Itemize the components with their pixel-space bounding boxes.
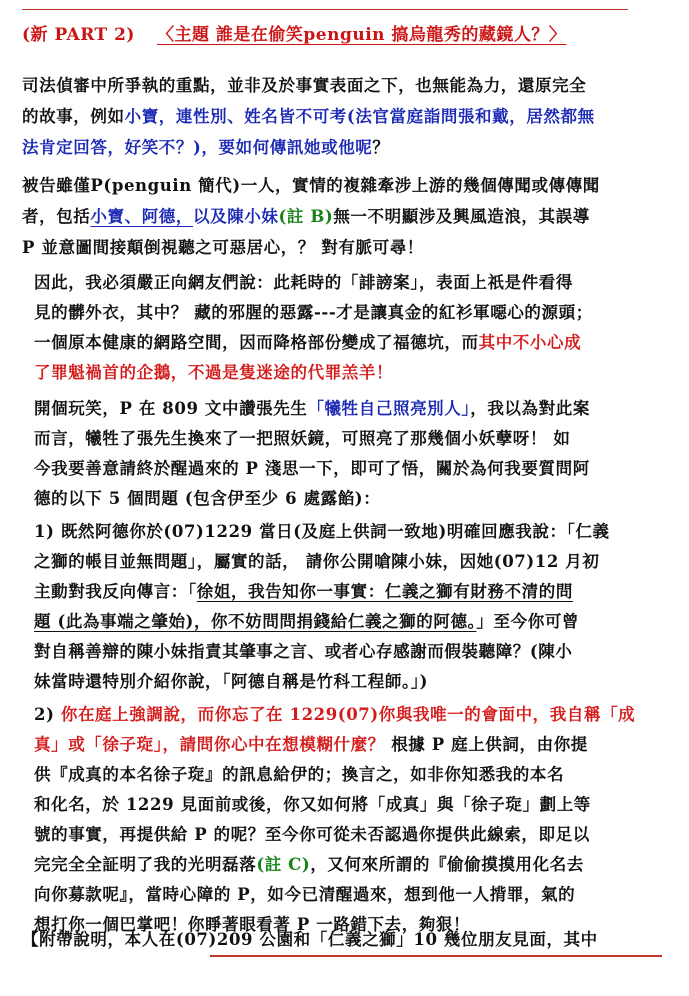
text-line: 的故事，例如小寶，連性別、姓名皆不可考(法官當庭詣問張和戴，居然都無	[22, 107, 595, 126]
text-line: 想打你一個巴掌吧！你睜著眼看著 P 一路錯下去，夠狠！	[34, 915, 471, 934]
text-line: 題 (此為事端之肇始)，你不妨問問捐錢給仁義之獅的阿德。」至今你可曾	[34, 612, 580, 631]
text-line: 者，包括小寶、阿德，以及陳小妹(註 B)無一不明顯涉及興風造浪，其誤導	[22, 207, 590, 226]
text-line: 主動對我反向傳言：「徐姐，我告知你一事實：仁義之獅有財務不清的問	[34, 582, 573, 601]
question-1	[34, 517, 670, 697]
text-line: 【附帶說明，本人在(07)209 公園和「仁義之獅」10 幾位朋友見面，其中	[22, 930, 598, 949]
underlined-quote: 徐姐，我告知你一事實：仁義之獅有財務不清的問	[196, 582, 573, 601]
paragraph-1	[22, 70, 672, 163]
paragraph-4	[34, 394, 670, 514]
text-line: 2) 你在庭上強調說，而你忘了在 1229(07)你與我唯一的會面中，我自稱「成	[34, 705, 636, 724]
text-line: 因此，我必須嚴正向網友們說：此耗時的「誹謗案」，表面上祇是件看得	[34, 273, 573, 292]
text-line: 今我要善意請終於醒過來的 P 淺思一下，即可了悟，關於為何我要質問阿	[34, 459, 590, 478]
text-line: 被告雖僅P(penguin 簡代)一人，實情的複雜牽涉上游的幾個傳聞或傳傳聞	[22, 176, 600, 195]
blue-underlined-text: 小寶、阿德，	[90, 207, 194, 226]
text-line: 和化名，於 1229 見面前或後，你又如何將「成真」與「徐子琁」劃上等	[34, 795, 591, 814]
text-line: 妹當時還特別介紹你說，「阿德自稱是竹科工程師。」)	[34, 672, 429, 691]
text-line: 完完全全証明了我的光明磊落(註 C)，又何來所謂的『偷偷摸摸用化名去	[34, 855, 584, 874]
text-line: 見的髒外衣，其中？ 藏的邪腥的惡露---才是讓真金的紅衫軍噁心的源頭；	[34, 303, 593, 322]
text-line: 一個原本健康的網路空間，因而降格部份變成了福德坑，而其中不小心成	[34, 333, 582, 352]
text-line: P 並意圖間接顛倒視聽之可惡居心，？ 對有脈可尋！	[22, 238, 424, 257]
note-b: (註 B)	[278, 207, 334, 226]
text-line: 之獅的帳目並無問題」，屬實的話， 請你公開嗆陳小妹，因她(07)12 月初	[34, 552, 600, 571]
topic-title: 〈主題 誰是在偷笑penguin 搞烏龍秀的藏鏡人？〉	[156, 25, 567, 45]
text-line: 德的以下 5 個問題 (包含伊至少 6 處露餡)：	[34, 489, 381, 508]
blue-text: 法肯定回答，好笑不？)，要如何傳訊她或他呢	[22, 138, 373, 157]
note-c: (註 C)	[256, 855, 311, 874]
red-text: 你在庭上強調說，而你忘了在 1229(07)你與我唯一的會面中，我自稱「成	[60, 705, 636, 724]
text-line: 號的事實，再提供給 P 的呢？至今你可從未否認過你提供此線索，即足以	[34, 825, 590, 844]
text-line: 了罪魁禍首的企鵝，不過是隻迷途的代罪羔羊！	[34, 363, 394, 382]
red-text: 其中不小心成	[478, 333, 582, 352]
question-2	[34, 700, 670, 940]
top-divider	[22, 9, 628, 10]
paragraph-3	[34, 268, 670, 388]
blue-text: 以及陳小妹	[193, 207, 279, 226]
text-line: 而言，犧牲了張先生換來了一把照妖鏡，可照亮了那幾個小妖孽呀！ 如	[34, 429, 571, 448]
part-label: (新 PART 2)	[22, 25, 135, 45]
text-line: 供『成真的本名徐子琁』的訊息給伊的；換言之，如非你知悉我的本名	[34, 765, 565, 784]
underlined-quote: 題 (此為事端之肇始)，你不妨問問捐錢給仁義之獅的阿德。	[34, 612, 477, 631]
text-line: 真」或「徐子琁」，請問你心中在想模糊什麼？ 根據 P 庭上供詞，由你提	[34, 735, 588, 754]
supplementary-note	[22, 924, 672, 955]
text-line: 司法偵審中所爭執的重點，並非及於事實表面之下，也無能為力，還原完全	[22, 76, 587, 95]
red-text: 真」或「徐子琁」，請問你心中在想模糊什麼？	[34, 735, 385, 754]
text-line: 對自稱善辯的陳小妹指責其肇事之言、或者心存感謝而假裝聽障？(陳小	[34, 642, 573, 661]
bottom-underline	[210, 955, 662, 957]
text-line: 法肯定回答，好笑不？)，要如何傳訊她或他呢？	[22, 138, 390, 157]
section-heading	[22, 20, 566, 45]
paragraph-2	[22, 170, 672, 263]
text-line: 開個玩笑，P 在 809 文中讚張先生「犧牲自己照亮別人」，我以為對此案	[34, 399, 590, 418]
text-line: 向你募款呢』，當時心障的 P，如今已清醒過來，想到他一人揹罪，氣的	[34, 885, 576, 904]
blue-text: 小寶，連性別、姓名皆不可考(法官當庭詣問張和戴，居然都無	[124, 107, 595, 126]
blue-text: 「犧牲自己照亮別人」	[307, 399, 471, 418]
text-line: 1) 既然阿德你於(07)1229 當日(及庭上供詞一致地)明確回應我說：「仁義	[34, 522, 610, 541]
